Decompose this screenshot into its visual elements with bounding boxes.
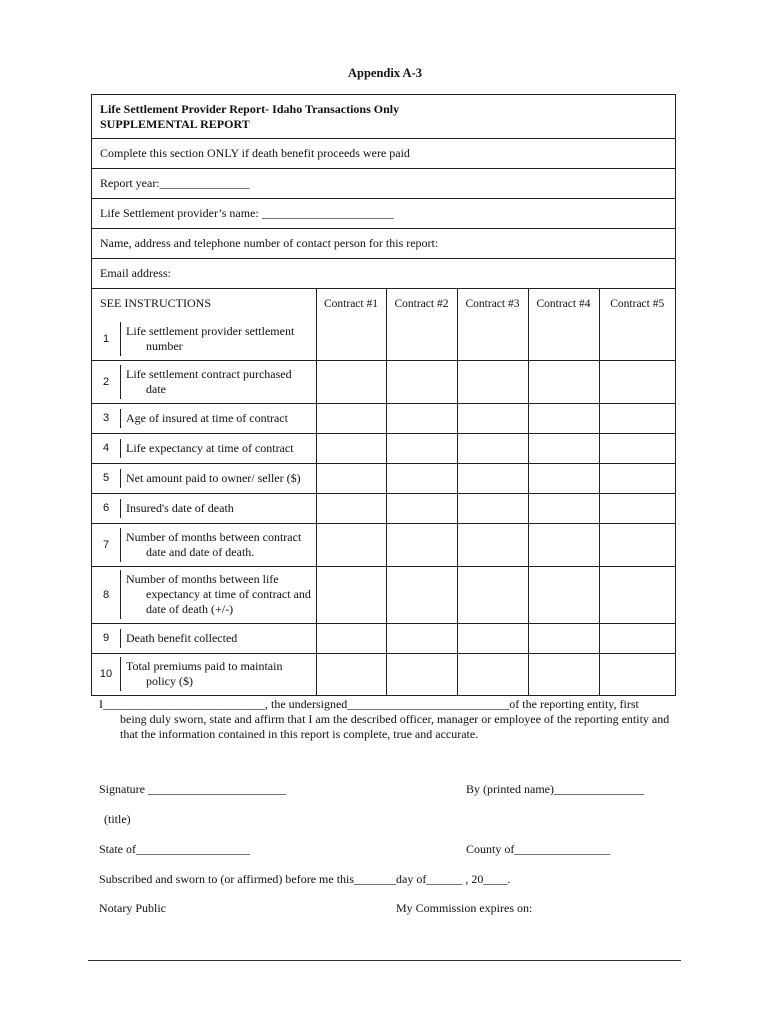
form-title: Life Settlement Provider Report- Idaho Transactions Only (100, 101, 400, 116)
row-label-cell (92, 360, 316, 403)
row-label-cell (92, 493, 316, 523)
row-label-cell (92, 523, 316, 566)
contract-value-cell[interactable] (386, 433, 457, 463)
report-year-field[interactable]: Report year:_______________ (100, 176, 250, 190)
contract-value-cell[interactable] (457, 566, 528, 623)
row-label (121, 469, 305, 488)
contract-value-cell[interactable] (316, 463, 386, 493)
contract-value-cell[interactable] (457, 463, 528, 493)
county-field[interactable]: County of________________ (466, 842, 611, 856)
contract-value-cell[interactable] (599, 360, 675, 403)
table-header-row (92, 289, 675, 318)
condition-note: Complete this section ONLY if death benefit proceeds were paid (100, 146, 410, 160)
contract-value-cell[interactable] (316, 566, 386, 623)
contracts-table (92, 289, 675, 695)
row-label-cell (92, 318, 316, 360)
contract-value-cell[interactable] (316, 360, 386, 403)
contract-value-cell[interactable] (528, 463, 599, 493)
contact-person-field[interactable]: Name, address and telephone number of contact person for this report: (100, 236, 439, 250)
row-label (121, 322, 298, 356)
form-header (92, 95, 675, 139)
row-label (121, 570, 315, 619)
row-label-line: Life settlement contract purchased (126, 366, 292, 381)
row-label-line: Number of months between life (126, 572, 279, 586)
row-number: 7 (92, 528, 121, 562)
email-field[interactable]: Email address: (100, 266, 171, 280)
contract-header: Contract #5 (610, 297, 665, 310)
report-form (91, 94, 676, 696)
contract-value-cell[interactable] (386, 653, 457, 695)
row-label (121, 439, 298, 458)
row-label-line: Net amount paid to owner/ seller ($) (126, 470, 301, 485)
contract-value-cell[interactable] (528, 433, 599, 463)
info-row-contact[interactable] (92, 229, 675, 259)
row-label (121, 365, 296, 399)
contract-value-cell[interactable] (316, 403, 386, 433)
state-field[interactable]: State of___________________ (99, 842, 250, 856)
contract-value-cell[interactable] (386, 318, 457, 360)
row-label-line: Insured's date of death (126, 500, 234, 515)
row-label-cell (92, 463, 316, 493)
contract-value-cell[interactable] (457, 493, 528, 523)
row-label-cell (92, 653, 316, 695)
row-label-line: expectancy at time of contract and (146, 587, 311, 601)
contract-header: Contract #1 (316, 289, 386, 318)
row-label (121, 629, 241, 648)
contract-header: Contract #4 (528, 289, 599, 318)
notary-public-label: Notary Public (99, 901, 166, 915)
instructions-label: SEE INSTRUCTIONS (92, 289, 316, 318)
attestation-body: being duly sworn, state and affirm that I am the described officer, manager or employee of the reporting entity and that the information contained in this report is complete, true and accurate. (120, 712, 670, 741)
contract-value-cell[interactable] (599, 493, 675, 523)
table-row (92, 318, 675, 360)
row-number: 9 (92, 629, 121, 648)
contract-value-cell[interactable] (528, 403, 599, 433)
contract-value-cell[interactable] (386, 463, 457, 493)
row-label-cell (92, 566, 316, 623)
footer-divider (88, 960, 681, 961)
contract-value-cell[interactable] (386, 403, 457, 433)
row-label-cell (92, 403, 316, 433)
contract-value-cell[interactable] (386, 523, 457, 566)
row-label-line: date of death (+/-) (146, 602, 234, 616)
attestation-statement (99, 697, 674, 742)
contract-value-cell[interactable] (599, 623, 675, 653)
row-label-line: policy ($) (146, 674, 193, 689)
table-row (92, 623, 675, 653)
page-title: Appendix A-3 (348, 66, 422, 80)
subscribed-sworn-line[interactable]: Subscribed and sworn to (or affirmed) before me this_______day of______ , 20____. (99, 872, 511, 886)
title-field[interactable]: (title) (104, 812, 131, 826)
table-row (92, 463, 675, 493)
row-number: 5 (92, 469, 121, 488)
contract-value-cell[interactable] (528, 653, 599, 695)
info-row-email[interactable] (92, 259, 675, 289)
contract-value-cell[interactable] (528, 623, 599, 653)
contract-header: Contract #2 (386, 289, 457, 318)
table-row (92, 653, 675, 695)
contract-value-cell[interactable] (316, 433, 386, 463)
row-label (121, 657, 286, 691)
contract-value-cell[interactable] (528, 318, 599, 360)
row-label-line: date (146, 381, 166, 396)
table-row (92, 523, 675, 566)
row-label-cell (92, 623, 316, 653)
printed-name-field[interactable]: By (printed name)_______________ (466, 782, 644, 796)
contract-value-cell[interactable] (528, 493, 599, 523)
row-label (121, 528, 305, 562)
row-number: 8 (92, 570, 121, 619)
provider-name-field[interactable]: Life Settlement provider’s name: ______________________ (100, 206, 394, 220)
contract-value-cell[interactable] (386, 623, 457, 653)
row-label (121, 409, 292, 428)
contract-value-cell[interactable] (457, 360, 528, 403)
table-row (92, 403, 675, 433)
table-row (92, 433, 675, 463)
table-row (92, 566, 675, 623)
row-label-line: Life settlement provider settlement (126, 323, 295, 338)
table-row (92, 493, 675, 523)
row-label-line: Age of insured at time of contract (126, 410, 288, 425)
contract-value-cell[interactable] (457, 433, 528, 463)
contract-value-cell[interactable] (386, 360, 457, 403)
contract-value-cell[interactable] (316, 623, 386, 653)
contract-value-cell[interactable] (386, 566, 457, 623)
contract-value-cell[interactable] (316, 653, 386, 695)
contract-value-cell[interactable] (457, 653, 528, 695)
row-label-cell (92, 433, 316, 463)
contract-value-cell[interactable] (386, 493, 457, 523)
row-label-line: date and date of death. (146, 544, 255, 559)
row-label (121, 499, 238, 518)
row-number: 3 (92, 409, 121, 428)
signature-field[interactable]: Signature _______________________ (99, 782, 286, 796)
row-number: 2 (92, 365, 121, 399)
info-row-report-year[interactable] (92, 169, 675, 199)
contract-value-cell[interactable] (528, 566, 599, 623)
attestation-line[interactable]: I___________________________, the undersigned___________________________of the reporting entity, first (99, 697, 639, 711)
contract-value-cell[interactable] (316, 523, 386, 566)
contract-value-cell[interactable] (457, 403, 528, 433)
contract-value-cell[interactable] (599, 403, 675, 433)
row-label-line: Total premiums paid to maintain (126, 659, 283, 674)
row-label-line: number (146, 338, 183, 353)
contract-value-cell[interactable] (599, 433, 675, 463)
contract-value-cell[interactable] (316, 493, 386, 523)
row-number: 1 (92, 322, 121, 356)
contract-value-cell[interactable] (457, 523, 528, 566)
contract-value-cell[interactable] (599, 523, 675, 566)
form-subtitle: SUPPLEMENTAL REPORT (100, 116, 250, 131)
contract-value-cell[interactable] (457, 318, 528, 360)
row-label-line: Death benefit collected (126, 630, 238, 645)
row-label-line: Life expectancy at time of contract (126, 440, 294, 455)
contract-value-cell[interactable] (528, 360, 599, 403)
row-number: 4 (92, 439, 121, 458)
info-row-provider-name[interactable] (92, 199, 675, 229)
contract-value-cell[interactable] (599, 463, 675, 493)
row-label-line: Number of months between contract (126, 529, 302, 544)
contract-value-cell[interactable] (599, 318, 675, 360)
row-number: 6 (92, 499, 121, 518)
contract-value-cell[interactable] (599, 566, 675, 623)
info-row-condition (92, 139, 675, 169)
contract-value-cell[interactable] (457, 623, 528, 653)
row-number: 10 (92, 657, 121, 691)
commission-expires-label: My Commission expires on: (396, 901, 533, 915)
contract-value-cell[interactable] (316, 318, 386, 360)
table-row (92, 360, 675, 403)
contract-value-cell[interactable] (528, 523, 599, 566)
contract-value-cell[interactable] (599, 653, 675, 695)
contract-header: Contract #3 (457, 289, 528, 318)
